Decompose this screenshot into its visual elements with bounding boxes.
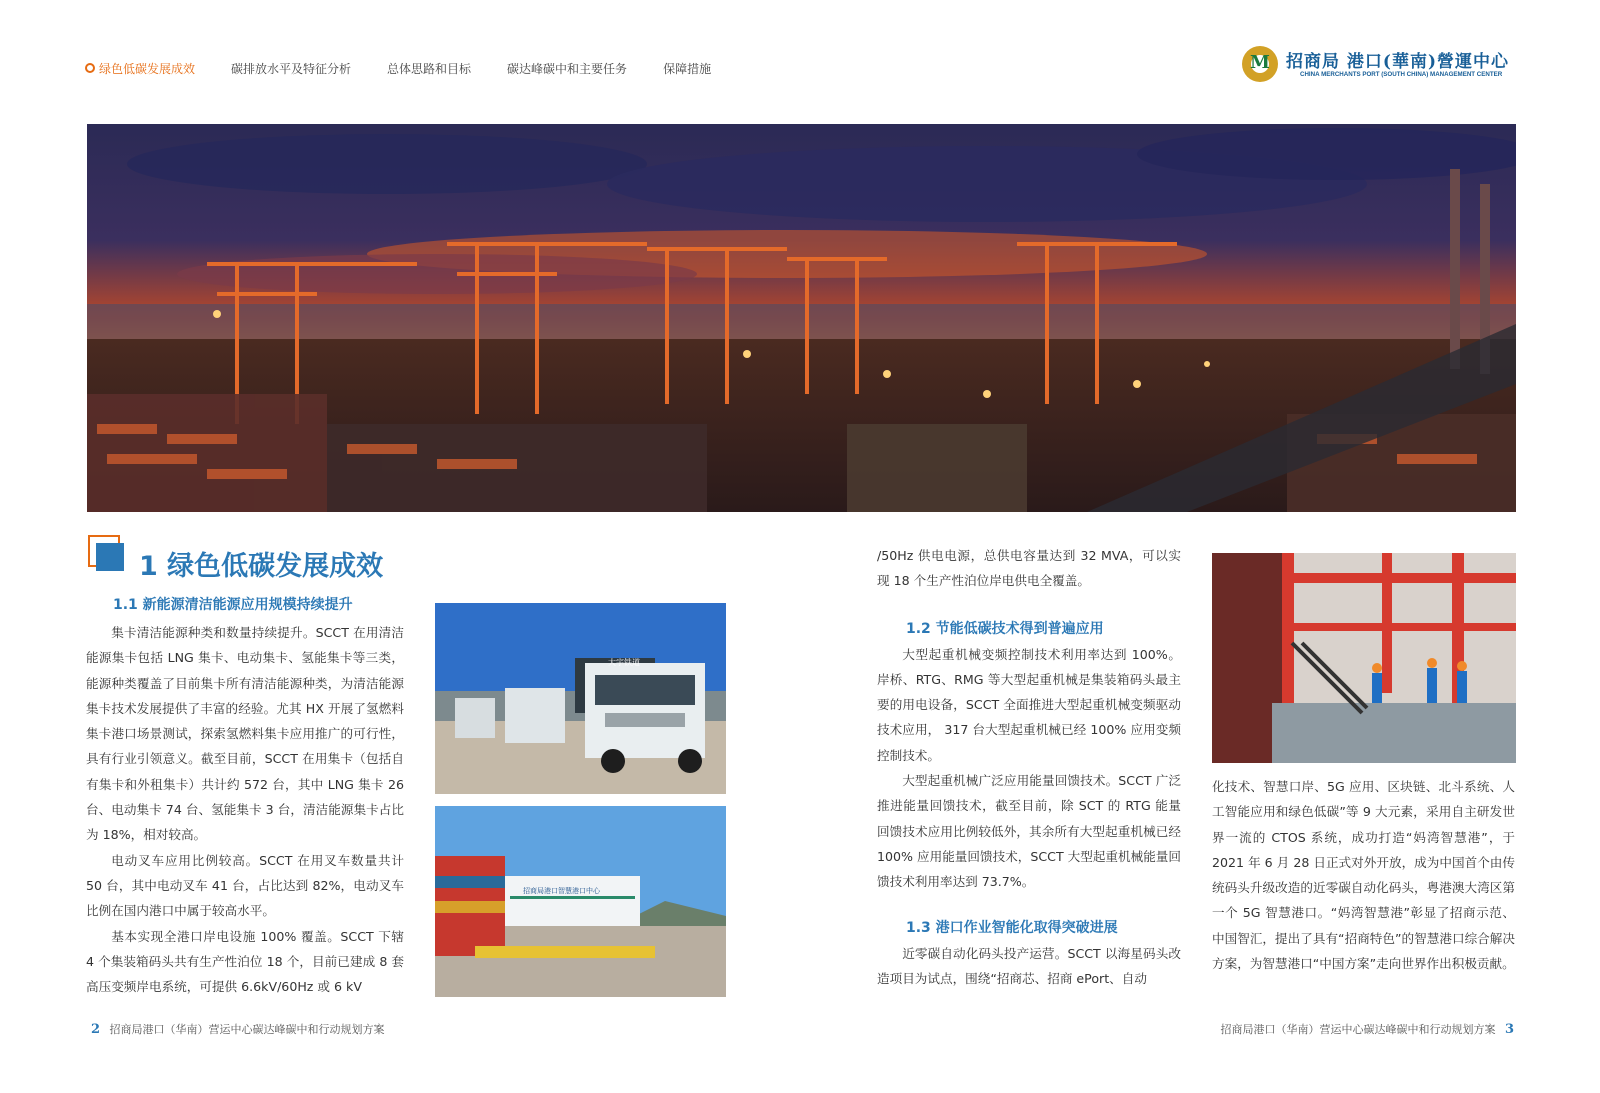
footer-title-right: 招商局港口（华南）营运中心碳达峰碳中和行动规划方案 [1220,1023,1496,1036]
company-logo [1242,46,1514,86]
quay-crane-workers-photo-icon [1212,553,1516,763]
footer-right [1220,1021,1514,1037]
port-night-panorama-icon [87,124,1516,512]
hydrogen-truck-photo-icon [435,603,726,794]
paragraph: 大型起重机械广泛应用能量回馈技术。SCCT 广泛推进能量回馈技术，截至目前，除 SCT 的 RTG 能量回馈技术应用比例较低外，其余所有大型起重机械已经 100% 应用能量回馈技术，SCCT 大型起重机械能量回馈技术利用率达到 73.7%。 [877,773,1181,890]
nav-label: 绿色低碳发展成效 [99,61,196,76]
column-1 [86,620,404,999]
paragraph: /50Hz 供电电源，总供电容量达到 32 MVA，可以实现 18 个生产性泊位岸电供电全覆盖。 [877,548,1181,589]
section-title: 1 绿色低碳发展成效 [139,551,384,582]
subheading-1-3: 1.3 港口作业智能化取得突破进展 [906,919,1118,936]
paragraph: 电动叉车应用比例较高。SCCT 在用叉车数量共计 50 台，其中电动叉车 41 台，占比达到 82%，电动叉车比例在国内港口中属于较高水平。 [86,852,404,919]
nav-item-main-tasks[interactable]: 碳达峰碳中和主要任务 [507,61,628,76]
column-3 [1212,774,1515,976]
banner-image [87,124,1516,512]
paragraph: 化技术、智慧口岸、5G 应用、区块链、北斗系统、人工智能应用和绿色低碳”等 9 大元素，采用自主研发世界一流的 CTOS 系统，成功打造“妈湾智慧港”，于 2021 年 6 月 28 日正式对外开放，成为中国首个由传统码头升级改造的近零碳自动化码头，粤港澳大湾区第一个 5G 智慧港口。“妈湾智慧港”彰显了招商示范、中国智汇，提出了具有“招商特色”的智慧港口综合解决方案，为智慧港口“中国方案”走向世界作出积极贡献。 [1212,779,1515,972]
logo-chinese-name: 招商局 港口(華南)營運中心 [1286,52,1510,72]
subheading-1-1: 1.1 新能源清洁能源应用规模持续提升 [113,597,353,613]
nav-item-overall-goals[interactable]: 总体思路和目标 [387,61,472,76]
nav-item-green-low-carbon[interactable] [85,60,195,77]
page-number-left: 2 [91,1022,101,1037]
subheading-1-2: 1.2 节能低碳技术得到普遍应用 [906,620,1104,637]
column-2 [877,543,1181,991]
footer-left [91,1021,385,1037]
crane-workers-photo [1212,553,1516,763]
truck-sign: 大宇铁道 [608,658,640,667]
cmport-logo-icon [1242,46,1278,82]
active-dot-icon [85,63,95,73]
nav-item-emission-analysis[interactable]: 碳排放水平及特征分析 [231,61,352,76]
paragraph: 基本实现全港口岸电设施 100% 覆盖。SCCT 下辖 4 个集装箱码头共有生产性泊位 18 个，目前已建成 8 套高压变频岸电系统，可提供 6.6kV/60Hz 或 6 kV [86,928,404,995]
terminal-gate-photo-icon [435,806,726,997]
logo-english-name: CHINA MERCHANTS PORT (SOUTH CHINA) MANAGEMENT CENTER [1300,71,1503,78]
section-square-icon [88,535,124,571]
top-nav [85,58,747,78]
footer-title-left: 招商局港口（华南）营运中心碳达峰碳中和行动规划方案 [109,1023,385,1036]
paragraph: 近零碳自动化码头投产运营。SCCT 以海星码头改造项目为试点，围绕“招商芯、招商 ePort、自动 [877,945,1181,986]
nav-item-safeguards[interactable]: 保障措施 [663,61,712,76]
gate-sign: 招商局港口智慧港口中心 [523,887,600,895]
terminal-gate-photo [435,806,726,997]
truck-photo [435,603,726,794]
paragraph: 大型起重机械变频控制技术利用率达到 100%。岸桥、RTG、RMG 等大型起重机械是集装箱码头最主要的用电设备，SCCT 全面推进大型起重机械变频驱动技术应用， 317 台大型起重机械已经 100% 应用变频控制技术。 [877,646,1181,763]
paragraph: 集卡清洁能源种类和数量持续提升。SCCT 在用清洁能源集卡包括 LNG 集卡、电动集卡、氢能集卡等三类，能源种类覆盖了目前集卡所有清洁能源种类，为清洁能源集卡技术发展提供了丰富的经验。尤其 HX 开展了氢燃料集卡港口场景测试，探索氢燃料集卡应用推广的可行性，具有行业引领意义。截至目前，SCCT 在用集卡（包括自有集卡和外租集卡）共计约 572 台，其中 LNG 集卡 26 台、电动集卡 74 台、氢能集卡 3 台，清洁能源集卡占比为 18%，相对较高。 [86,625,404,843]
page-number-right: 3 [1504,1022,1514,1037]
